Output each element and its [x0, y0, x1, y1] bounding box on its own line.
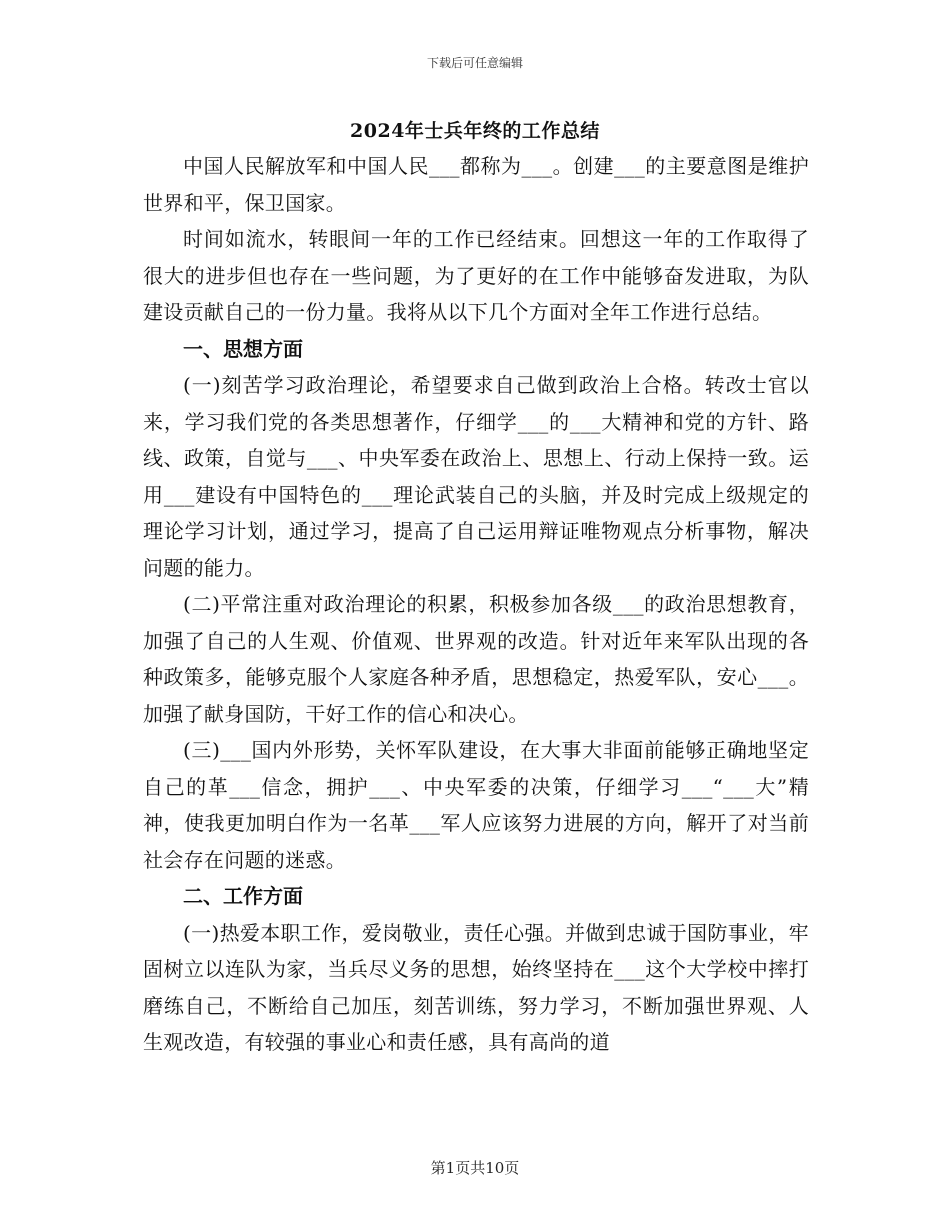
paragraph: (一)热爱本职工作，爱岗敬业，责任心强。并做到忠诚于国防事业，牢固树立以连队为家，当兵尽义务的思想，始终坚持在___这个大学校中摔打磨练自己，不断给自己加压，刻苦训练，努力学习，不断加强世界观、人生观改造，有较强的事业心和责任感，具有高尚的道 [143, 920, 809, 1054]
paragraph: (三)___国内外形势，关怀军队建设，在大事大非面前能够正确地坚定自己的革___信念，拥护___、中央军委的决策，仔细学习___“___大”精神，使我更加明白作为一名革___军人应该努力进展的方向，解开了对当前社会存在问题的迷惑。 [143, 738, 809, 872]
paragraph: (一)刻苦学习政治理论，希望要求自己做到政治上合格。转改士官以来，学习我们党的各类思想著作，仔细学___的___大精神和党的方针、路线、政策，自觉与___、中央军委在政治上、思想上、行动上保持一致。运用___建设有中国特色的___理论武装自己的头脑，并及时完成上级规定的理论学习计划，通过学习，提高了自己运用辩证唯物观点分析事物，解决问题的能力。 [143, 373, 809, 580]
paragraph: 时间如流水，转眼间一年的工作已经结束。回想这一年的工作取得了很大的进步但也存在一些问题，为了更好的在工作中能够奋发进取，为队建设贡献自己的一份力量。我将从以下几个方面对全年工作进行总结。 [143, 227, 809, 324]
document-body [143, 148, 809, 1061]
page-number: 第1页共10页 [430, 1159, 520, 1177]
section-heading: 二、工作方面 [183, 884, 303, 908]
paragraph: 中国人民解放军和中国人民___都称为___。创建___的主要意图是维护世界和平，保卫国家。 [143, 154, 809, 215]
header-note: 下载后可任意编辑 [426, 56, 523, 70]
section-heading: 一、思想方面 [183, 336, 303, 361]
paragraph: (二)平常注重对政治理论的积累，积极参加各级___的政治思想教育，加强了自己的人生观、价值观、世界观的改造。针对近年来军队出现的各种政策多，能够克服个人家庭各种矛盾，思想稳定，热爱军队，安心___。加强了献身国防，干好工作的信心和决心。 [143, 592, 809, 726]
document-title: 2024年士兵年终的工作总结 [350, 120, 600, 142]
